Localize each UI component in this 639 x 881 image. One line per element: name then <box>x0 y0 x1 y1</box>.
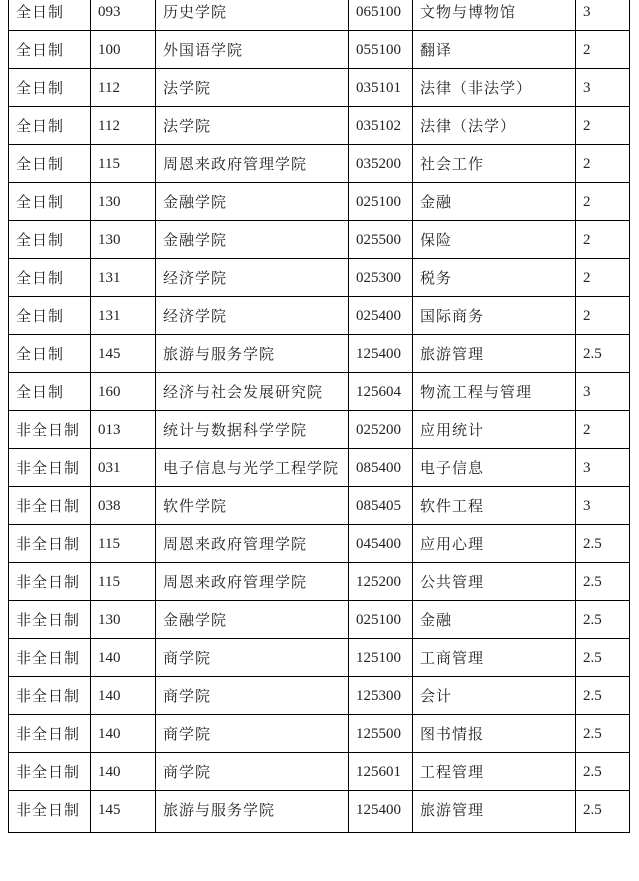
duration-years-cell: 3 <box>576 69 630 107</box>
major-name-cell: 工程管理 <box>413 753 576 791</box>
school-name-cell: 外国语学院 <box>156 31 349 69</box>
major-name-cell: 软件工程 <box>413 487 576 525</box>
major-name-cell: 应用统计 <box>413 411 576 449</box>
major-code-cell: 125300 <box>349 677 413 715</box>
study-mode-cell: 非全日制 <box>9 753 91 791</box>
duration-years-cell: 3 <box>576 0 630 31</box>
major-code-cell: 125200 <box>349 563 413 601</box>
duration-years-cell: 2 <box>576 411 630 449</box>
study-mode-cell: 全日制 <box>9 107 91 145</box>
major-code-cell: 035200 <box>349 145 413 183</box>
duration-years-cell: 3 <box>576 373 630 411</box>
school-code-cell: 140 <box>91 639 156 677</box>
table-row <box>9 487 630 525</box>
school-code-cell: 013 <box>91 411 156 449</box>
major-name-cell: 文物与博物馆 <box>413 0 576 31</box>
school-name-cell: 经济与社会发展研究院 <box>156 373 349 411</box>
major-name-cell: 工商管理 <box>413 639 576 677</box>
study-mode-cell: 非全日制 <box>9 715 91 753</box>
school-code-cell: 131 <box>91 259 156 297</box>
duration-years-cell: 2.5 <box>576 601 630 639</box>
major-code-cell: 045400 <box>349 525 413 563</box>
table-row <box>9 183 630 221</box>
major-name-cell: 公共管理 <box>413 563 576 601</box>
duration-years-cell: 2.5 <box>576 525 630 563</box>
school-name-cell: 电子信息与光学工程学院 <box>156 449 349 487</box>
study-mode-cell: 非全日制 <box>9 411 91 449</box>
school-name-cell: 法学院 <box>156 107 349 145</box>
table-row <box>9 107 630 145</box>
school-code-cell: 130 <box>91 221 156 259</box>
school-name-cell: 统计与数据科学学院 <box>156 411 349 449</box>
school-name-cell: 金融学院 <box>156 183 349 221</box>
table-row <box>9 525 630 563</box>
school-code-cell: 140 <box>91 677 156 715</box>
major-name-cell: 国际商务 <box>413 297 576 335</box>
major-code-cell: 035101 <box>349 69 413 107</box>
school-name-cell: 周恩来政府管理学院 <box>156 563 349 601</box>
study-mode-cell: 全日制 <box>9 335 91 373</box>
school-code-cell: 112 <box>91 107 156 145</box>
school-name-cell: 经济学院 <box>156 259 349 297</box>
major-code-cell: 085405 <box>349 487 413 525</box>
table-row <box>9 373 630 411</box>
school-name-cell: 历史学院 <box>156 0 349 31</box>
table-row <box>9 639 630 677</box>
school-code-cell: 130 <box>91 183 156 221</box>
major-name-cell: 金融 <box>413 601 576 639</box>
duration-years-cell: 2 <box>576 145 630 183</box>
major-name-cell: 电子信息 <box>413 449 576 487</box>
duration-years-cell: 3 <box>576 487 630 525</box>
duration-years-cell: 2.5 <box>576 677 630 715</box>
major-code-cell: 025100 <box>349 183 413 221</box>
duration-years-cell: 2.5 <box>576 335 630 373</box>
table-row <box>9 69 630 107</box>
school-code-cell: 145 <box>91 335 156 373</box>
school-name-cell: 商学院 <box>156 753 349 791</box>
table-row <box>9 31 630 69</box>
school-name-cell: 法学院 <box>156 69 349 107</box>
table-row <box>9 259 630 297</box>
major-name-cell: 金融 <box>413 183 576 221</box>
table-row <box>9 145 630 183</box>
table-row <box>9 601 630 639</box>
major-name-cell: 税务 <box>413 259 576 297</box>
school-code-cell: 145 <box>91 791 156 833</box>
study-mode-cell: 非全日制 <box>9 525 91 563</box>
duration-years-cell: 2 <box>576 107 630 145</box>
duration-years-cell: 2.5 <box>576 753 630 791</box>
study-mode-cell: 非全日制 <box>9 563 91 601</box>
table-row <box>9 335 630 373</box>
duration-years-cell: 2.5 <box>576 791 630 833</box>
school-code-cell: 140 <box>91 715 156 753</box>
program-table <box>8 0 630 833</box>
major-code-cell: 025100 <box>349 601 413 639</box>
duration-years-cell: 2 <box>576 31 630 69</box>
study-mode-cell: 全日制 <box>9 183 91 221</box>
school-code-cell: 115 <box>91 145 156 183</box>
major-name-cell: 应用心理 <box>413 525 576 563</box>
program-table-body <box>9 0 630 833</box>
study-mode-cell: 非全日制 <box>9 639 91 677</box>
major-code-cell: 125100 <box>349 639 413 677</box>
study-mode-cell: 非全日制 <box>9 791 91 833</box>
school-name-cell: 商学院 <box>156 715 349 753</box>
school-code-cell: 093 <box>91 0 156 31</box>
school-name-cell: 经济学院 <box>156 297 349 335</box>
major-name-cell: 旅游管理 <box>413 335 576 373</box>
table-row <box>9 791 630 833</box>
major-code-cell: 035102 <box>349 107 413 145</box>
study-mode-cell: 全日制 <box>9 31 91 69</box>
school-code-cell: 031 <box>91 449 156 487</box>
duration-years-cell: 2 <box>576 183 630 221</box>
table-row <box>9 563 630 601</box>
study-mode-cell: 非全日制 <box>9 487 91 525</box>
study-mode-cell: 全日制 <box>9 297 91 335</box>
table-row <box>9 753 630 791</box>
school-name-cell: 软件学院 <box>156 487 349 525</box>
school-code-cell: 115 <box>91 525 156 563</box>
duration-years-cell: 2.5 <box>576 563 630 601</box>
duration-years-cell: 3 <box>576 449 630 487</box>
major-name-cell: 物流工程与管理 <box>413 373 576 411</box>
school-code-cell: 140 <box>91 753 156 791</box>
table-row <box>9 449 630 487</box>
duration-years-cell: 2.5 <box>576 639 630 677</box>
school-name-cell: 金融学院 <box>156 221 349 259</box>
major-code-cell: 025500 <box>349 221 413 259</box>
school-name-cell: 周恩来政府管理学院 <box>156 145 349 183</box>
table-row <box>9 411 630 449</box>
study-mode-cell: 全日制 <box>9 221 91 259</box>
major-name-cell: 翻译 <box>413 31 576 69</box>
table-row <box>9 0 630 31</box>
major-name-cell: 旅游管理 <box>413 791 576 833</box>
major-name-cell: 法律（法学） <box>413 107 576 145</box>
duration-years-cell: 2 <box>576 297 630 335</box>
table-row <box>9 677 630 715</box>
school-name-cell: 周恩来政府管理学院 <box>156 525 349 563</box>
duration-years-cell: 2 <box>576 259 630 297</box>
school-code-cell: 115 <box>91 563 156 601</box>
school-code-cell: 130 <box>91 601 156 639</box>
study-mode-cell: 非全日制 <box>9 601 91 639</box>
school-code-cell: 131 <box>91 297 156 335</box>
school-code-cell: 038 <box>91 487 156 525</box>
major-code-cell: 065100 <box>349 0 413 31</box>
major-code-cell: 025400 <box>349 297 413 335</box>
major-code-cell: 025200 <box>349 411 413 449</box>
major-name-cell: 图书情报 <box>413 715 576 753</box>
school-name-cell: 金融学院 <box>156 601 349 639</box>
major-name-cell: 会计 <box>413 677 576 715</box>
school-name-cell: 商学院 <box>156 639 349 677</box>
duration-years-cell: 2 <box>576 221 630 259</box>
school-name-cell: 旅游与服务学院 <box>156 791 349 833</box>
study-mode-cell: 全日制 <box>9 259 91 297</box>
school-code-cell: 100 <box>91 31 156 69</box>
major-name-cell: 法律（非法学） <box>413 69 576 107</box>
table-row <box>9 221 630 259</box>
major-code-cell: 025300 <box>349 259 413 297</box>
study-mode-cell: 全日制 <box>9 373 91 411</box>
study-mode-cell: 非全日制 <box>9 677 91 715</box>
major-name-cell: 社会工作 <box>413 145 576 183</box>
table-row <box>9 715 630 753</box>
school-name-cell: 旅游与服务学院 <box>156 335 349 373</box>
major-code-cell: 125500 <box>349 715 413 753</box>
school-code-cell: 160 <box>91 373 156 411</box>
school-name-cell: 商学院 <box>156 677 349 715</box>
major-code-cell: 085400 <box>349 449 413 487</box>
study-mode-cell: 非全日制 <box>9 449 91 487</box>
study-mode-cell: 全日制 <box>9 0 91 31</box>
study-mode-cell: 全日制 <box>9 69 91 107</box>
major-code-cell: 125601 <box>349 753 413 791</box>
major-code-cell: 125400 <box>349 791 413 833</box>
major-code-cell: 055100 <box>349 31 413 69</box>
major-code-cell: 125400 <box>349 335 413 373</box>
major-name-cell: 保险 <box>413 221 576 259</box>
school-code-cell: 112 <box>91 69 156 107</box>
major-code-cell: 125604 <box>349 373 413 411</box>
study-mode-cell: 全日制 <box>9 145 91 183</box>
table-row <box>9 297 630 335</box>
duration-years-cell: 2.5 <box>576 715 630 753</box>
